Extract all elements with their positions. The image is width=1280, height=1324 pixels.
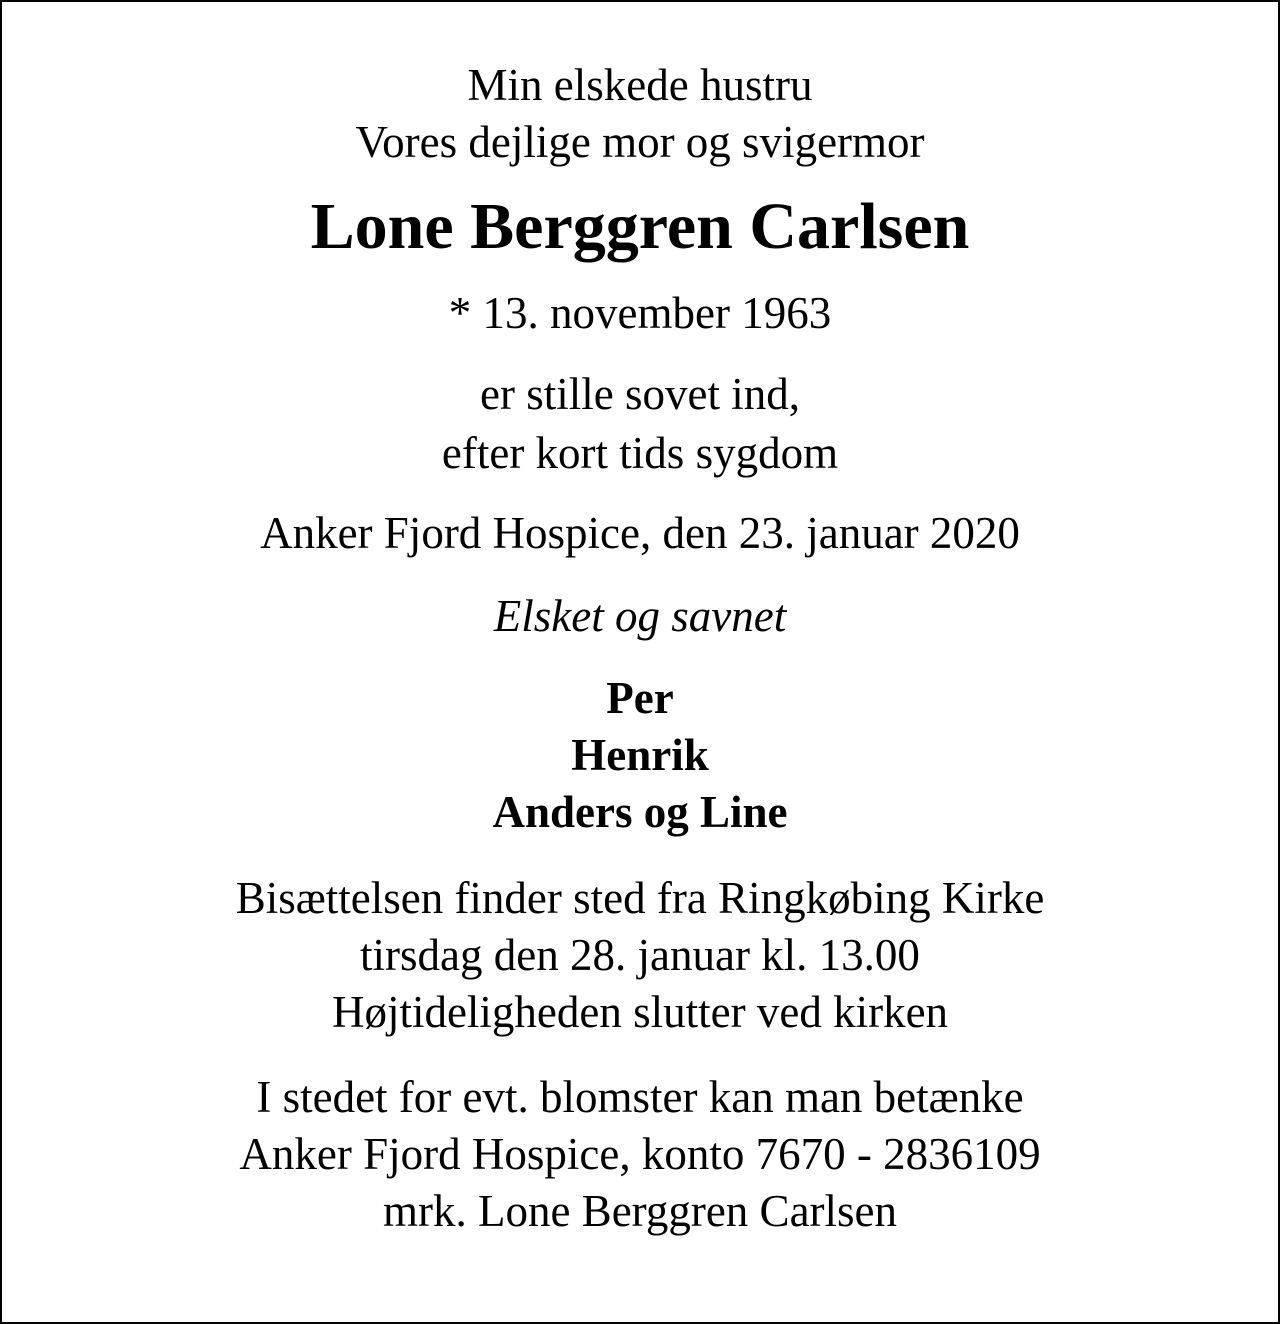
funeral-line: Højtideligheden slutter ved kirken: [331, 987, 949, 1037]
intro-line: Min elskede hustru: [467, 60, 813, 110]
intro-text: [2, 57, 1278, 171]
passed-line: efter kort tids sygdom: [441, 428, 839, 478]
donation-line: mrk. Lone Berggren Carlsen: [382, 1186, 898, 1236]
funeral-info: [2, 870, 1278, 1041]
family-names: [2, 670, 1278, 841]
family-name: Henrik: [571, 730, 709, 780]
donation-line: I stedet for evt. blomster kan man betænke: [256, 1072, 1024, 1122]
birth-date: * 13. november 1963: [448, 288, 832, 338]
family-name: Per: [606, 673, 674, 723]
passed-line: er stille sovet ind,: [480, 369, 800, 419]
passed-text: [2, 365, 1278, 483]
funeral-line: Bisættelsen finder sted fra Ringkøbing Kirke: [235, 873, 1045, 923]
deceased-name: Lone Berggren Carlsen: [310, 190, 970, 263]
family-name: Anders og Line: [492, 787, 788, 837]
funeral-line: tirsdag den 28. januar kl. 13.00: [360, 930, 920, 980]
donation-line: Anker Fjord Hospice, konto 7670 - 2836109: [239, 1129, 1041, 1179]
place-and-date: Anker Fjord Hospice, den 23. januar 2020: [260, 508, 1020, 558]
intro-line: Vores dejlige mor og svigermor: [355, 117, 925, 167]
donation-info: [2, 1069, 1278, 1240]
loved-and-missed: Elsket og savnet: [493, 591, 787, 641]
